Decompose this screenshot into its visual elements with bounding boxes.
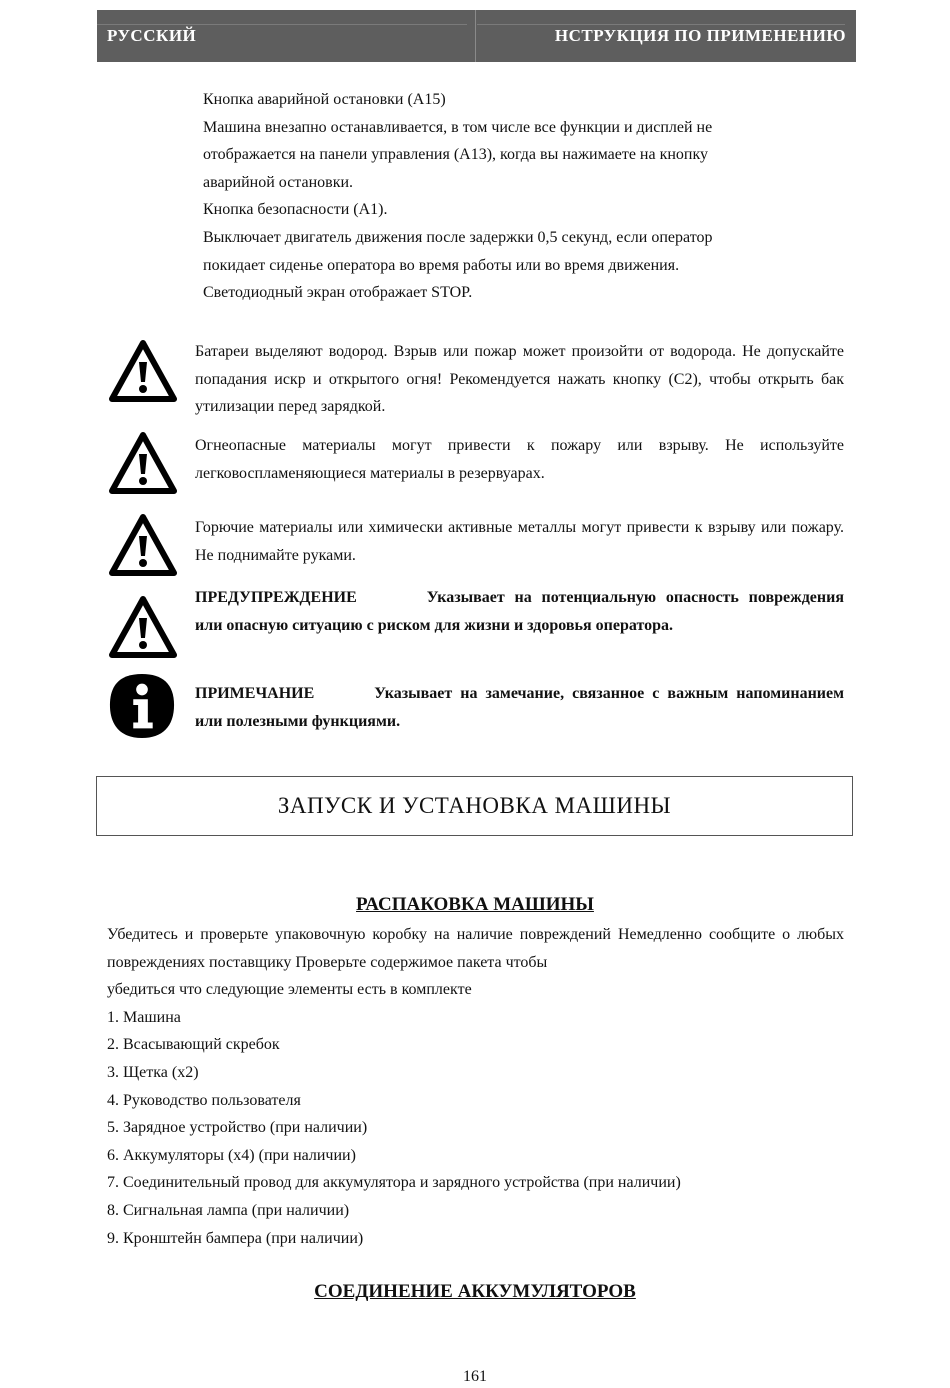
unpacking-paragraph: Убедитесь и проверьте упаковочную коробку на наличие повреждений Немедленно сообщите о любых повреждениях поставщику Проверьте содержимое пакета чтобы	[107, 926, 844, 971]
section-title: ЗАПУСК И УСТАНОВКА МАШИНЫ	[96, 776, 853, 836]
info-icon	[108, 672, 176, 740]
package-contents-list	[107, 1004, 844, 1252]
note-label: ПРИМЕЧАНИЕ	[195, 685, 315, 702]
warning-text-content: Батареи выделяют водород. Взрыв или пожар может произойти от водорода. Не допускайте попадания искр и открытого огня! Рекомендуется нажать кнопку (C2), чтобы открыть бак утилизации перед зарядкой.	[195, 343, 844, 416]
list-item: 4. Руководство пользователя	[107, 1091, 301, 1109]
list-item: 7. Соединительный провод для аккумулятора и зарядного устройства (при наличии)	[107, 1174, 681, 1192]
caution-label: ПРЕДУПРЕЖДЕНИЕ	[195, 589, 357, 606]
page-number: 161	[463, 1368, 487, 1385]
list-item: 8. Сигнальная лампа (при наличии)	[107, 1201, 350, 1219]
list-item: 9. Кронштейн бампера (при наличии)	[107, 1229, 364, 1247]
intro-line: Кнопка безопасности (A1).	[203, 201, 388, 219]
warning-text	[195, 338, 844, 421]
note-text	[195, 680, 844, 735]
caution-text	[195, 584, 844, 639]
caution-description: Указывает на потенциальную опасность повреждения или опасную ситуацию с риском для жизни и здоровья оператора.	[195, 589, 844, 634]
warning-text	[195, 432, 844, 487]
warning-text	[195, 514, 844, 569]
note-description: Указывает на замечание, связанное с важным напоминанием или полезными функциями.	[195, 685, 844, 730]
unpacking-paragraph-last: убедиться что следующие элементы есть в комплекте	[107, 981, 472, 999]
page-header	[97, 10, 856, 62]
warning-triangle-icon	[108, 512, 178, 578]
header-language: РУССКИЙ	[107, 26, 197, 45]
header-divider	[475, 10, 476, 62]
battery-heading: СОЕДИНЕНИЕ АККУМУЛЯТОРОВ	[314, 1281, 636, 1302]
list-item: 5. Зарядное устройство (при наличии)	[107, 1119, 368, 1137]
list-item: 3. Щетка (x2)	[107, 1063, 199, 1081]
warning-triangle-icon	[108, 594, 178, 660]
list-item: 1. Машина	[107, 1008, 181, 1026]
intro-line: Светодиодный экран отображает STOP.	[203, 284, 473, 302]
warning-triangle-icon	[108, 338, 178, 404]
warning-text-content: Горючие материалы или химически активные металлы могут привести к взрыву или пожару. Не поднимайте руками.	[195, 519, 844, 564]
list-item: 6. Аккумуляторы (x4) (при наличии)	[107, 1146, 356, 1164]
intro-line: покидает сиденье оператора во время работы или во время движения.	[203, 256, 680, 274]
intro-line: аварийной остановки.	[203, 173, 354, 191]
intro-line: отображается на панели управления (A13), когда вы нажимаете на кнопку	[203, 146, 709, 164]
warning-text-content: Огнеопасные материалы могут привести к пожару или взрыву. Не используйте легковоспламеняющиеся материалы в резервуарах.	[195, 437, 844, 482]
unpacking-heading: РАСПАКОВКА МАШИНЫ	[356, 894, 594, 915]
header-doc-title: НСТРУКЦИЯ ПО ПРИМЕНЕНИЮ	[554, 26, 846, 45]
intro-line: Машина внезапно останавливается, в том числе все функции и дисплей не	[203, 118, 713, 136]
warning-triangle-icon	[108, 430, 178, 496]
intro-text	[203, 86, 843, 307]
intro-line: Выключает двигатель движения после задержки 0,5 секунд, если оператор	[203, 228, 713, 246]
list-item: 2. Всасывающий скребок	[107, 1036, 280, 1054]
unpacking-section	[107, 921, 844, 1252]
intro-line: Кнопка аварийной остановки (A15)	[203, 91, 446, 108]
